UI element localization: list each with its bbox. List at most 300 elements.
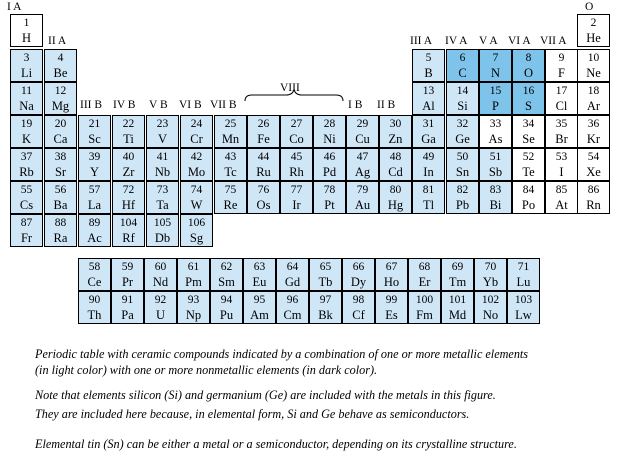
atomic-number: 5 [425, 52, 432, 64]
group-label-iiib: III B [80, 99, 103, 111]
element-symbol: Cd [388, 165, 403, 179]
element-cell-in [412, 148, 445, 181]
element-symbol: Hg [387, 198, 404, 212]
element-cell-sg [180, 214, 213, 247]
atomic-number: 68 [418, 261, 431, 273]
element-cell-he [577, 14, 610, 47]
element-symbol: Zr [122, 165, 135, 179]
atomic-number: 57 [88, 184, 101, 196]
element-symbol: Ti [123, 132, 134, 146]
atomic-number: 106 [187, 217, 206, 229]
atomic-number: 18 [587, 85, 600, 97]
group-viii-brace [244, 88, 344, 102]
element-symbol: Cm [283, 308, 302, 322]
element-cell-i [545, 148, 578, 181]
group-label-o: O [585, 1, 594, 13]
atomic-number: 53 [555, 151, 568, 163]
element-symbol: Br [555, 132, 568, 146]
atomic-number: 51 [489, 151, 502, 163]
atomic-number: 16 [522, 85, 535, 97]
atomic-number: 97 [319, 294, 332, 306]
element-symbol: Lu [516, 275, 531, 289]
element-symbol: Cu [355, 132, 370, 146]
element-cell-cf [342, 291, 375, 324]
element-symbol: Pb [455, 198, 470, 212]
atomic-number: 26 [257, 118, 270, 130]
atomic-number: 84 [522, 184, 535, 196]
element-cell-re [214, 181, 247, 214]
element-symbol: Tl [422, 198, 435, 212]
element-cell-p [479, 82, 512, 115]
element-symbol: Al [422, 99, 435, 113]
atomic-number: 100 [415, 294, 434, 306]
atomic-number: 40 [122, 151, 135, 163]
atomic-number: 77 [290, 184, 303, 196]
atomic-number: 54 [587, 151, 600, 163]
atomic-number: 22 [122, 118, 135, 130]
atomic-number: 25 [224, 118, 237, 130]
element-cell-sb [479, 148, 512, 181]
group-label-viib: VII B [210, 99, 237, 111]
element-cell-at [545, 181, 578, 214]
atomic-number: 7 [492, 52, 499, 64]
element-symbol: K [21, 132, 32, 146]
element-symbol: Y [89, 165, 100, 179]
element-symbol: At [555, 198, 568, 212]
element-symbol: Pu [219, 308, 234, 322]
element-symbol: Cl [555, 99, 568, 113]
element-cell-nb [146, 148, 179, 181]
element-cell-cm [276, 291, 309, 324]
atomic-number: 2 [590, 17, 597, 29]
element-symbol: Bi [489, 198, 502, 212]
element-cell-tl [412, 181, 445, 214]
element-cell-dy [342, 258, 375, 291]
element-symbol: O [523, 66, 534, 80]
element-cell-tm [441, 258, 474, 291]
element-cell-pm [177, 258, 210, 291]
atomic-number: 92 [154, 294, 167, 306]
group-label-viii: VIII [280, 82, 300, 94]
atomic-number: 38 [54, 151, 67, 163]
element-symbol: Bk [318, 308, 333, 322]
atomic-number: 70 [484, 261, 497, 273]
atomic-number: 11 [20, 85, 33, 97]
element-symbol: F [558, 66, 565, 80]
atomic-number: 29 [356, 118, 369, 130]
element-symbol: Ga [421, 132, 436, 146]
element-symbol: Rb [19, 165, 34, 179]
atomic-number: 23 [156, 118, 169, 130]
element-cell-co [280, 115, 313, 148]
element-cell-os [247, 181, 280, 214]
atomic-number: 103 [514, 294, 533, 306]
element-cell-br [545, 115, 578, 148]
element-cell-se [512, 115, 545, 148]
element-symbol: Yb [482, 275, 499, 289]
element-symbol: He [586, 31, 601, 45]
element-cell-cs [10, 181, 43, 214]
atomic-number: 90 [88, 294, 101, 306]
atomic-number: 74 [190, 184, 203, 196]
atomic-number: 64 [286, 261, 299, 273]
element-cell-ba [44, 181, 77, 214]
atomic-number: 32 [456, 118, 469, 130]
group-label-ib: I B [348, 99, 363, 111]
element-symbol: Sc [88, 132, 101, 146]
group-label-vb: V B [149, 99, 168, 111]
element-cell-w [180, 181, 213, 214]
element-cell-sm [210, 258, 243, 291]
element-cell-ti [112, 115, 145, 148]
element-cell-np [177, 291, 210, 324]
group-label-iia: II A [48, 35, 67, 47]
element-symbol: H [21, 31, 32, 45]
element-cell-as [479, 115, 512, 148]
group-label-iiia: III A [410, 35, 433, 47]
element-cell-rb [10, 148, 43, 181]
element-cell-mg [44, 82, 77, 115]
element-symbol: Sn [455, 165, 470, 179]
atomic-number: 47 [356, 151, 369, 163]
atomic-number: 61 [187, 261, 200, 273]
element-symbol: Sb [488, 165, 503, 179]
element-cell-rf [112, 214, 145, 247]
atomic-number: 6 [459, 52, 466, 64]
element-cell-s [512, 82, 545, 115]
element-symbol: V [157, 132, 168, 146]
atomic-number: 102 [481, 294, 500, 306]
element-cell-kr [577, 115, 610, 148]
element-cell-zn [379, 115, 412, 148]
element-symbol: Te [522, 165, 535, 179]
element-symbol: Po [521, 198, 536, 212]
element-cell-u [144, 291, 177, 324]
element-cell-be [44, 49, 77, 82]
atomic-number: 42 [190, 151, 203, 163]
element-symbol: Er [418, 275, 431, 289]
element-symbol: Th [87, 308, 102, 322]
group-label-iva: IV A [445, 35, 468, 47]
element-symbol: W [190, 198, 203, 212]
element-cell-mn [214, 115, 247, 148]
element-cell-ni [313, 115, 346, 148]
group-label-viia: VII A [540, 35, 567, 47]
element-cell-th [78, 291, 111, 324]
atomic-number: 17 [555, 85, 568, 97]
element-cell-ru [247, 148, 280, 181]
element-symbol: N [490, 66, 501, 80]
element-cell-pd [313, 148, 346, 181]
element-cell-n [479, 49, 512, 82]
element-cell-ga [412, 115, 445, 148]
element-symbol: Ho [383, 275, 400, 289]
element-cell-lu [507, 258, 540, 291]
element-symbol: Mn [221, 132, 240, 146]
element-symbol: Rh [289, 165, 304, 179]
element-symbol: Sr [54, 165, 67, 179]
element-symbol: Es [385, 308, 398, 322]
atomic-number: 4 [57, 52, 64, 64]
element-symbol: Am [250, 308, 269, 322]
element-symbol: Na [19, 99, 34, 113]
element-symbol: Rn [586, 198, 601, 212]
atomic-number: 83 [489, 184, 502, 196]
atomic-number: 66 [352, 261, 365, 273]
element-cell-al [412, 82, 445, 115]
element-cell-am [243, 291, 276, 324]
atomic-number: 20 [54, 118, 67, 130]
element-cell-cr [180, 115, 213, 148]
atomic-number: 75 [224, 184, 237, 196]
element-cell-ho [375, 258, 408, 291]
group-label-iib: II B [377, 99, 396, 111]
atomic-number: 44 [257, 151, 270, 163]
caption-line-3: Note that elements silicon (Si) and germanium (Ge) are included with the metals in this figure. [35, 388, 496, 402]
element-cell-zr [112, 148, 145, 181]
element-cell-h [10, 14, 43, 47]
atomic-number: 85 [555, 184, 568, 196]
atomic-number: 87 [20, 217, 33, 229]
element-symbol: Sg [189, 231, 204, 245]
atomic-number: 62 [220, 261, 233, 273]
caption-line-5: Elemental tin (Sn) can be either a metal or a semiconductor, depending on its crystalline structure. [35, 437, 517, 451]
element-cell-bi [479, 181, 512, 214]
atomic-number: 76 [257, 184, 270, 196]
element-cell-hg [379, 181, 412, 214]
element-cell-gd [276, 258, 309, 291]
element-symbol: Db [154, 231, 171, 245]
atomic-number: 52 [522, 151, 535, 163]
element-symbol: Tm [448, 275, 467, 289]
element-symbol: Ac [87, 231, 102, 245]
element-cell-md [441, 291, 474, 324]
element-cell-xe [577, 148, 610, 181]
element-symbol: Pd [322, 165, 337, 179]
atomic-number: 69 [451, 261, 464, 273]
atomic-number: 104 [119, 217, 138, 229]
element-symbol: La [87, 198, 102, 212]
element-symbol: Np [185, 308, 202, 322]
element-symbol: Eu [252, 275, 267, 289]
element-cell-si [446, 82, 479, 115]
element-cell-pa [111, 291, 144, 324]
element-cell-f [545, 49, 578, 82]
element-symbol: Ag [354, 165, 371, 179]
element-symbol: Xe [586, 165, 601, 179]
element-symbol: Ni [323, 132, 336, 146]
element-cell-er [408, 258, 441, 291]
element-cell-lw [507, 291, 540, 324]
atomic-number: 67 [385, 261, 398, 273]
element-cell-o [512, 49, 545, 82]
element-cell-mo [180, 148, 213, 181]
element-cell-no [474, 291, 507, 324]
element-symbol: Pa [121, 308, 134, 322]
atomic-number: 21 [88, 118, 101, 130]
element-cell-cd [379, 148, 412, 181]
atomic-number: 99 [385, 294, 398, 306]
element-symbol: Pr [121, 275, 134, 289]
element-symbol: U [155, 308, 166, 322]
element-symbol: Fm [416, 308, 433, 322]
element-symbol: Ru [256, 165, 271, 179]
atomic-number: 41 [156, 151, 169, 163]
element-cell-ta [146, 181, 179, 214]
element-symbol: S [525, 99, 532, 113]
element-symbol: Ar [586, 99, 601, 113]
atomic-number: 96 [286, 294, 299, 306]
element-symbol: Md [448, 308, 467, 322]
atomic-number: 78 [323, 184, 336, 196]
atomic-number: 9 [558, 52, 565, 64]
element-symbol: Pm [185, 275, 202, 289]
element-cell-sr [44, 148, 77, 181]
element-symbol: Mo [187, 165, 206, 179]
atomic-number: 82 [456, 184, 469, 196]
atomic-number: 36 [587, 118, 600, 130]
element-cell-ce [78, 258, 111, 291]
atomic-number: 37 [20, 151, 33, 163]
atomic-number: 15 [489, 85, 502, 97]
element-cell-db [146, 214, 179, 247]
group-label-via: VI A [508, 35, 531, 47]
element-symbol: Lw [515, 308, 532, 322]
atomic-number: 58 [88, 261, 101, 273]
element-symbol: Cf [352, 308, 365, 322]
atomic-number: 33 [489, 118, 502, 130]
element-symbol: Ta [156, 198, 169, 212]
element-symbol: Co [289, 132, 304, 146]
element-cell-ir [280, 181, 313, 214]
atomic-number: 89 [88, 217, 101, 229]
group-label-vib: VI B [179, 99, 202, 111]
element-cell-pr [111, 258, 144, 291]
atomic-number: 8 [525, 52, 532, 64]
element-cell-cl [545, 82, 578, 115]
atomic-number: 56 [54, 184, 67, 196]
element-cell-fr [10, 214, 43, 247]
element-symbol: Ce [87, 275, 102, 289]
element-cell-b [412, 49, 445, 82]
atomic-number: 72 [122, 184, 135, 196]
element-symbol: Nb [154, 165, 171, 179]
element-symbol: Ba [53, 198, 68, 212]
atomic-number: 88 [54, 217, 67, 229]
element-symbol: B [424, 66, 433, 80]
element-symbol: Ca [53, 132, 68, 146]
atomic-number: 34 [522, 118, 535, 130]
element-symbol: Os [256, 198, 271, 212]
element-cell-pu [210, 291, 243, 324]
atomic-number: 19 [20, 118, 33, 130]
element-cell-cu [346, 115, 379, 148]
atomic-number: 65 [319, 261, 332, 273]
element-symbol: Be [53, 66, 68, 80]
caption-line-1: Periodic table with ceramic compounds indicated by a combination of one or more metallic elements [35, 347, 529, 361]
element-symbol: Dy [350, 275, 367, 289]
element-cell-k [10, 115, 43, 148]
atomic-number: 95 [253, 294, 266, 306]
atomic-number: 13 [422, 85, 435, 97]
atomic-number: 24 [190, 118, 203, 130]
element-symbol: Fr [20, 231, 33, 245]
element-symbol: Ir [292, 198, 301, 212]
element-symbol: In [423, 165, 434, 179]
element-cell-fe [247, 115, 280, 148]
atomic-number: 50 [456, 151, 469, 163]
element-symbol: Cs [19, 198, 34, 212]
atomic-number: 1 [23, 17, 30, 29]
element-symbol: Re [223, 198, 238, 212]
atomic-number: 10 [587, 52, 600, 64]
atomic-number: 48 [389, 151, 402, 163]
atomic-number: 31 [422, 118, 435, 130]
element-symbol: Ne [586, 66, 601, 80]
element-symbol: Ge [455, 132, 470, 146]
element-cell-v [146, 115, 179, 148]
element-symbol: Nd [152, 275, 169, 289]
element-symbol: P [492, 99, 499, 113]
atomic-number: 46 [323, 151, 336, 163]
element-symbol: Cr [190, 132, 203, 146]
caption-line-2: (in light color) with one or more nonmetallic elements (in dark color). [35, 363, 378, 377]
element-cell-la [78, 181, 111, 214]
element-symbol: Hf [121, 198, 136, 212]
element-symbol: Li [20, 66, 33, 80]
atomic-number: 98 [352, 294, 365, 306]
atomic-number: 63 [253, 261, 266, 273]
element-cell-nd [144, 258, 177, 291]
caption-line-4: They are included here because, in elemental form, Si and Ge behave as semiconductors. [35, 407, 470, 421]
atomic-number: 49 [422, 151, 435, 163]
atomic-number: 73 [156, 184, 169, 196]
element-cell-sc [78, 115, 111, 148]
element-cell-po [512, 181, 545, 214]
element-cell-na [10, 82, 43, 115]
element-cell-c [446, 49, 479, 82]
element-symbol: C [458, 66, 467, 80]
atomic-number: 105 [153, 217, 172, 229]
atomic-number: 39 [88, 151, 101, 163]
atomic-number: 93 [187, 294, 200, 306]
group-label-ia: I A [7, 1, 22, 13]
element-symbol: I [559, 165, 564, 179]
atomic-number: 45 [290, 151, 303, 163]
atomic-number: 59 [121, 261, 134, 273]
element-symbol: Ra [53, 231, 68, 245]
element-cell-y [78, 148, 111, 181]
element-cell-pb [446, 181, 479, 214]
group-label-va: V A [479, 35, 498, 47]
element-symbol: Rf [122, 231, 135, 245]
atomic-number: 94 [220, 294, 233, 306]
atomic-number: 35 [555, 118, 568, 130]
element-cell-ca [44, 115, 77, 148]
element-symbol: Fe [257, 132, 270, 146]
atomic-number: 86 [587, 184, 600, 196]
atomic-number: 91 [121, 294, 134, 306]
element-cell-hf [112, 181, 145, 214]
atomic-number: 101 [448, 294, 467, 306]
element-symbol: Tc [224, 165, 237, 179]
element-cell-ar [577, 82, 610, 115]
element-cell-sn [446, 148, 479, 181]
atomic-number: 14 [456, 85, 469, 97]
atomic-number: 43 [224, 151, 237, 163]
element-symbol: Kr [586, 132, 601, 146]
element-cell-yb [474, 258, 507, 291]
